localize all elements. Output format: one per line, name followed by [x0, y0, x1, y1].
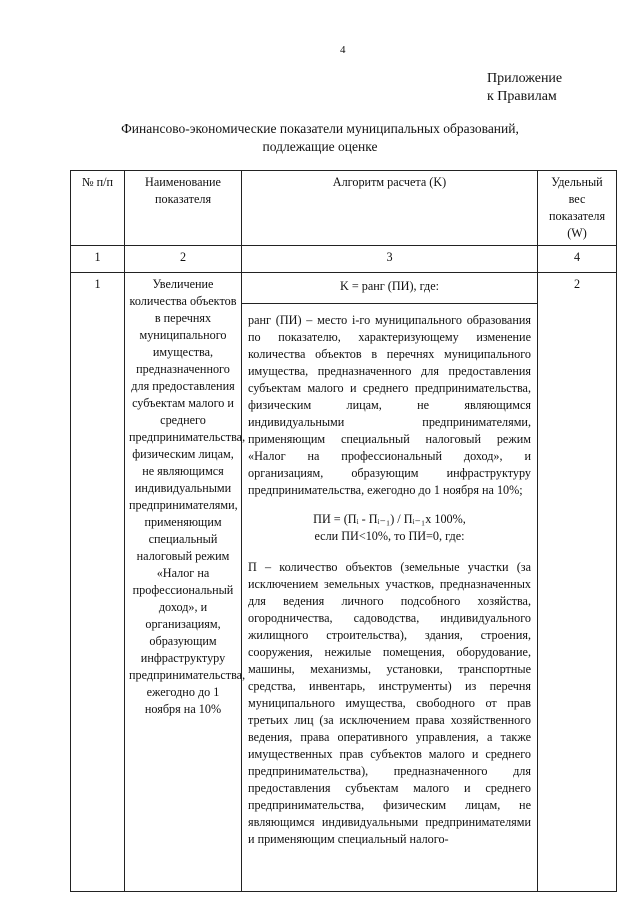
header-name: Наименование показателя — [125, 171, 242, 246]
column-number: 2 — [125, 246, 242, 273]
algorithm-description-1: ранг (ПИ) – место i-го муниципального образования по показателю, характеризующему изменение количества объектов в перечнях муниципального имущества, предназначенного для предоставления субъектам малого и среднего предпринимательства, физическим лицам, не являющимся индивидуальными предпринимателями, применяющим специальный налоговый режим «Налог на профессиональный доход», и организациям, образующим инфраструктуру предпринимательства, ежегодно до 1 ноября на 10%; — [248, 313, 531, 497]
table-header-row — [71, 171, 617, 246]
algorithm-formula: K = ранг (ПИ), где: — [242, 273, 537, 304]
column-number: 3 — [242, 246, 538, 273]
document-title — [100, 120, 540, 156]
row-indicator-name: Увеличение количества объектов в перечнях муниципального имущества, предназначенного для предоставления субъектам малого и среднего предпринимательства, физическим лицам, не являющимся индивидуальными предпринимателями, применяющим специальный налоговый режим «Налог на профессиональный доход», и организациям, образующим инфраструктуру предпринимательства, ежегодно до 1 ноября на 10% — [125, 273, 242, 892]
formula-2-line-1: ПИ = (Пᵢ - Пᵢ₋₁) / Пᵢ₋₁x 100%, — [313, 512, 466, 526]
row-num: 1 — [71, 273, 125, 892]
algorithm-body — [242, 304, 537, 848]
title-line-1: Финансово-экономические показатели муниципальных образований, — [121, 121, 519, 136]
column-number-row — [71, 246, 617, 273]
page-number: 4 — [340, 44, 346, 56]
appendix-line-2: к Правилам — [487, 89, 557, 104]
header-weight: Удельный вес показателя (W) — [538, 171, 617, 246]
title-line-2: подлежащие оценке — [262, 139, 378, 154]
column-number: 1 — [71, 246, 125, 273]
header-algorithm: Алгоритм расчета (K) — [242, 171, 538, 246]
row-weight: 2 — [538, 273, 617, 892]
row-algorithm — [242, 273, 538, 892]
indicators-table — [70, 170, 617, 892]
header-num: № п/п — [71, 171, 125, 246]
algorithm-formula-2 — [248, 511, 531, 545]
column-number: 4 — [538, 246, 617, 273]
formula-2-line-2: если ПИ<10%, то ПИ=0, где: — [314, 529, 465, 543]
appendix-line-1: Приложение — [487, 71, 563, 86]
appendix-label — [487, 70, 562, 106]
table-row — [71, 273, 617, 892]
algorithm-description-2: П – количество объектов (земельные участки (за исключением земельных участков, предназначенных для ведения личного подсобного хозяйства, огородничества, садоводства, индивидуального жилищного строительства), здания, строения, сооружения, нежилые помещения, оборудование, машины, механизмы, установки, транспортные средства, инвентарь, инструменты) из перечня муниципального имущества, свободного от прав третьих лиц (за исключением права хозяйственного ведения, права оперативного управления, а также имущественных прав субъектов малого и среднего предпринимательства), предназначенного для предоставления субъектам малого и среднего предпринимательства, физическим лицам, не являющимся индивидуальными предпринимателями и применяющим специальный налого- — [248, 560, 531, 846]
